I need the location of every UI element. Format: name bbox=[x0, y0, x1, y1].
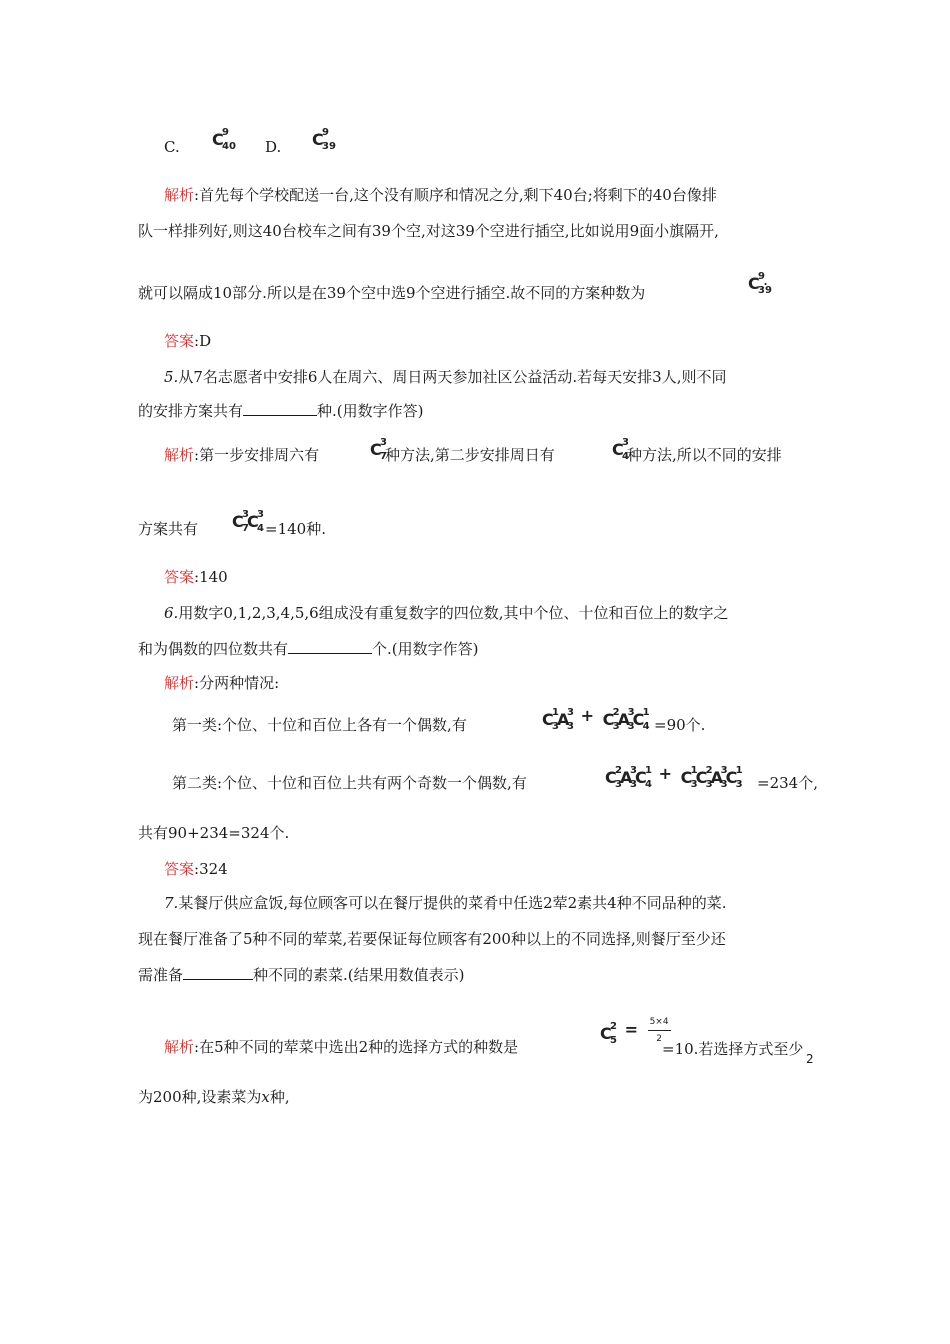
answer-value: :140 bbox=[194, 568, 228, 586]
answer-blank[interactable] bbox=[288, 639, 372, 654]
answer-label: 答案 bbox=[164, 568, 195, 586]
text: 的安排方案共有 bbox=[138, 402, 244, 420]
q5-formula-c43: C 3 4 bbox=[612, 436, 629, 462]
q5-formula-c73: C 3 7 bbox=[370, 436, 387, 462]
q5-analysis-line-1a bbox=[164, 444, 319, 466]
option-d-formula: C 9 39 bbox=[312, 126, 336, 152]
text: 种不同的素菜.(结果用数值表示) bbox=[253, 966, 465, 984]
q6-stem-line-2 bbox=[138, 638, 479, 660]
q6-analysis-line-1 bbox=[164, 672, 279, 694]
q4-analysis-formula: C 9 39 . bbox=[748, 270, 772, 296]
text: 和为偶数的四位数共有 bbox=[138, 640, 289, 658]
text: 种.(用数字作答) bbox=[317, 402, 424, 420]
text: 需准备 bbox=[138, 966, 184, 984]
text: 种, bbox=[269, 1088, 290, 1106]
answer-blank[interactable] bbox=[183, 965, 253, 980]
q6-total: 共有90+234=324个. bbox=[138, 824, 290, 842]
q6-case-2-result: =234个, bbox=[757, 774, 818, 792]
analysis-label: 解析 bbox=[164, 1038, 195, 1056]
question-number: 7. bbox=[164, 894, 179, 912]
q7-analysis-line-1a bbox=[164, 1036, 518, 1058]
q5-answer bbox=[164, 566, 228, 588]
q6-case-2-formula: C 2 3 A 3 3 C 1 4 + C 1 3 C 2 3 A 3 3 C 1 3 bbox=[605, 764, 743, 790]
text: :在5种不同的荤菜中选出2种的选择方式的种数是 bbox=[194, 1038, 519, 1056]
q6-stem-line-1 bbox=[164, 602, 729, 624]
text: 个.(用数字作答) bbox=[372, 640, 479, 658]
q7-stem-line-2: 现在餐厅准备了5种不同的荤菜,若要保证每位顾客有200种以上的不同选择,则餐厅至少还 bbox=[138, 930, 726, 948]
q4-analysis-line-1 bbox=[164, 184, 717, 206]
answer-value: :324 bbox=[194, 860, 228, 878]
q5-analysis-line-2b: =140种. bbox=[265, 520, 326, 538]
q5-analysis-line-1b: 种方法,第二步安排周日有 bbox=[385, 446, 555, 464]
answer-label: 答案 bbox=[164, 860, 195, 878]
q6-case-2: 第二类:个位、十位和百位上共有两个奇数一个偶数,有 bbox=[172, 774, 527, 792]
q4-analysis-line-3 bbox=[138, 282, 645, 304]
q5-analysis-line-2a: 方案共有 bbox=[138, 520, 199, 538]
text: 用数字0,1,2,3,4,5,6组成没有重复数字的四位数,其中个位、十位和百位上的数字之 bbox=[178, 604, 729, 622]
text: 为200种,设素菜为 bbox=[138, 1088, 262, 1106]
variable-x: x bbox=[261, 1088, 270, 1106]
question-number: 5. bbox=[164, 368, 179, 386]
analysis-label: 解析 bbox=[164, 446, 195, 464]
q6-case-1-formula: C 1 3 A 3 3 + C 2 3 A 3 3 C 1 4 bbox=[542, 706, 650, 732]
q5-analysis-line-1c: 种方法,所以不同的安排 bbox=[627, 446, 782, 464]
q5-formula-product: C 3 7 C 3 4 bbox=[232, 508, 264, 534]
q6-case-1-result: =90个. bbox=[654, 716, 706, 734]
q6-case-1: 第一类:个位、十位和百位上各有一个偶数,有 bbox=[172, 716, 467, 734]
q7-stem-line-3 bbox=[138, 964, 465, 986]
text: 从7名志愿者中安排6人在周六、周日两天参加社区公益活动.若每天安排3人,则不同 bbox=[178, 368, 727, 386]
question-number: 6. bbox=[164, 604, 179, 622]
q7-analysis-line-2 bbox=[138, 1086, 290, 1108]
answer-value: :D bbox=[194, 332, 212, 350]
analysis-label: 解析 bbox=[164, 674, 195, 692]
text: 就可以隔成10部分.所以是在39个空中选9个空进行插空.故不同的方案种数为 bbox=[138, 284, 646, 302]
option-c-label: C. bbox=[164, 138, 180, 156]
q7-stem-line-1 bbox=[164, 892, 726, 914]
q5-stem-line-2 bbox=[138, 400, 424, 422]
q6-answer bbox=[164, 858, 228, 880]
q7-analysis-line-1b: =10.若选择方式至少 bbox=[662, 1040, 804, 1058]
option-d-label: D. bbox=[265, 138, 282, 156]
q4-answer bbox=[164, 330, 211, 352]
text: :第一步安排周六有 bbox=[194, 446, 320, 464]
option-c-formula: C 9 40 bbox=[212, 126, 236, 152]
answer-blank[interactable] bbox=[243, 401, 317, 416]
text: :首先每个学校配送一台,这个没有顺序和情况之分,剩下40台;将剩下的40台像排 bbox=[194, 186, 717, 204]
page-number: 2 bbox=[806, 1052, 814, 1066]
answer-label: 答案 bbox=[164, 332, 195, 350]
q4-analysis-line-2: 队一样排列好,则这40台校车之间有39个空,对这39个空进行插空,比如说用9面小旗隔开, bbox=[138, 222, 719, 240]
analysis-label: 解析 bbox=[164, 186, 195, 204]
q7-formula: C 2 5 = $\frac{5\times 4}{2}$ bbox=[600, 1014, 671, 1047]
text: 某餐厅供应盒饭,每位顾客可以在餐厅提供的菜肴中任选2荤2素共4种不同品种的菜. bbox=[178, 894, 727, 912]
text: :分两种情况: bbox=[194, 674, 280, 692]
q5-stem-line-1 bbox=[164, 366, 726, 388]
